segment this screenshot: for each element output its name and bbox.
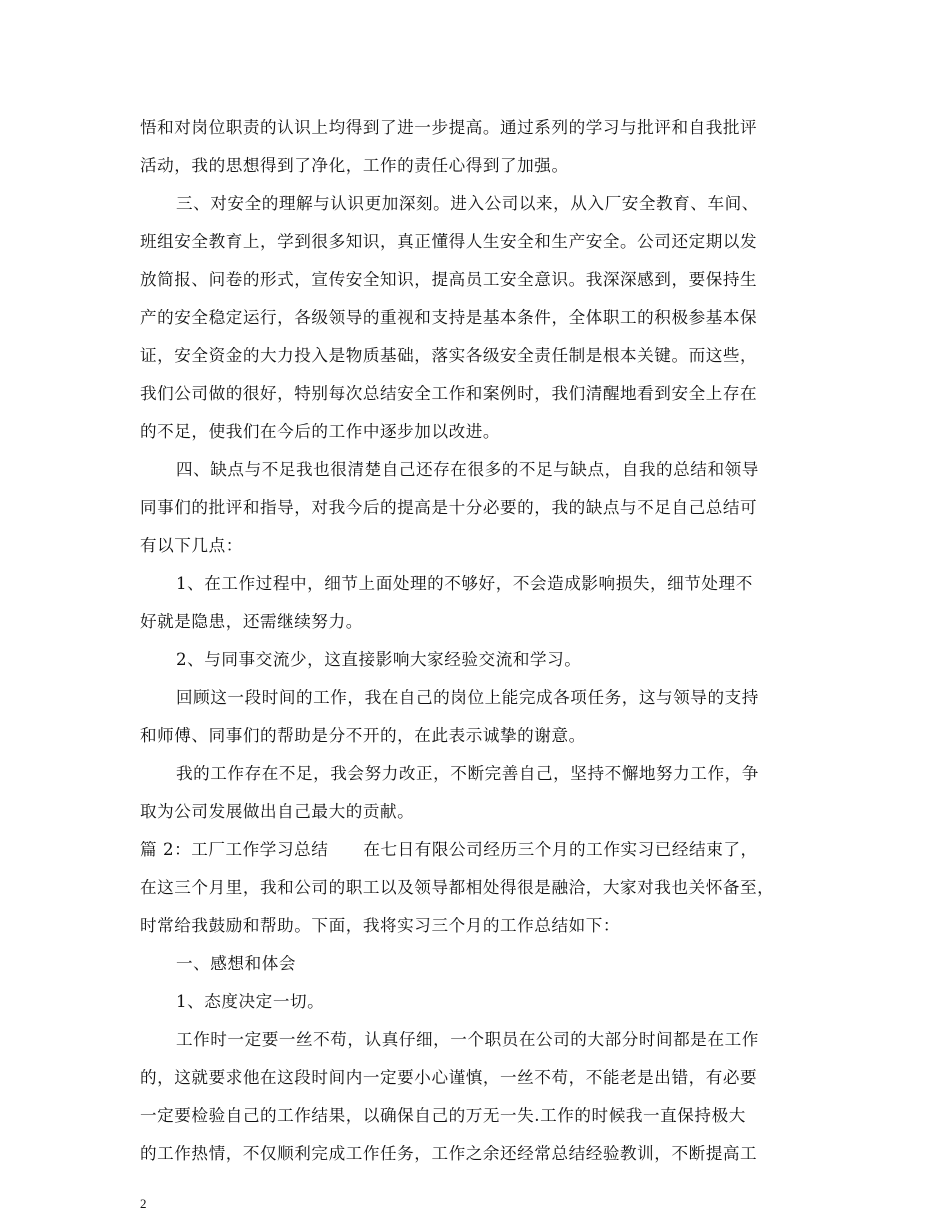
text-line: 放简报、问卷的形式，宣传安全知识，提高员工安全意识。我深深感到，要保持生 [140,270,758,289]
text-line: 时常给我鼓励和帮助。下面，我将实习三个月的工作总结如下： [140,916,621,935]
text-line: 活动，我的思想得到了净化，工作的责任心得到了加强。 [140,156,569,175]
text-line: 取为公司发展做出自己最大的贡献。 [140,802,415,821]
text-line: 的，这就要求他在这段时间内一定要小心谨慎，一丝不苟，不能老是出错，有必要 [140,1068,758,1087]
text-line: 工作时一定要一丝不苟，认真仔细，一个职员在公司的大部分时间都是在工作 [176,1030,759,1049]
text-line: 1、在工作过程中，细节上面处理的不够好，不会造成影响损失，细节处理不 [176,574,753,593]
text-line: 和师傅、同事们的帮助是分不开的，在此表示诚挚的谢意。 [140,726,586,745]
text-line: 的不足，使我们在今后的工作中逐步加以改进。 [140,422,501,441]
text-line: 好就是隐患，还需继续努力。 [140,612,363,631]
text-line: 篇 2：工厂工作学习总结 在七日有限公司经历三个月的工作实习已经结束了， [140,840,758,859]
text-line: 的工作热情，不仅顺利完成工作任务，工作之余还经常总结经验教训，不断提高工 [140,1144,758,1163]
text-line: 1、态度决定一切。 [176,992,325,1011]
text-line: 我的工作存在不足，我会努力改正，不断完善自己，坚持不懈地努力工作，争 [176,764,759,783]
text-line: 2、与同事交流少，这直接影响大家经验交流和学习。 [176,650,582,669]
page-number: 2 [140,1196,147,1211]
text-line: 一、感想和体会 [176,954,297,973]
text-line: 产的安全稳定运行，各级领导的重视和支持是基本条件，全体职工的积极参基本保 [140,308,758,327]
text-line: 一定要检验自己的工作结果，以确保自己的万无一失.工作的时候我一直保持极大 [140,1106,746,1125]
text-line: 证，安全资金的大力投入是物质基础，落实各级安全责任制是根本关键。而这些， [140,346,758,365]
text-line: 有以下几点： [140,536,243,555]
text-line: 同事们的批评和指导，对我今后的提高是十分必要的，我的缺点与不足自己总结可 [140,498,758,517]
text-line: 四、缺点与不足我也很清楚自己还存在很多的不足与缺点，自我的总结和领导 [176,460,759,479]
text-line: 我们公司做的很好，特别每次总结安全工作和案例时，我们清醒地看到安全上存在 [140,384,758,403]
text-line: 班组安全教育上，学到很多知识，真正懂得人生安全和生产安全。公司还定期以发 [140,232,758,251]
text-line: 在这三个月里，我和公司的职工以及领导都相处得很是融洽，大家对我也关怀备至， [140,878,775,897]
text-line: 三、对安全的理解与认识更加深刻。进入公司以来，从入厂安全教育、车间、 [176,194,759,213]
text-line: 回顾这一段时间的工作，我在自己的岗位上能完成各项任务，这与领导的支持 [176,688,759,707]
text-line: 悟和对岗位职责的认识上均得到了进一步提高。通过系列的学习与批评和自我批评 [140,118,758,137]
